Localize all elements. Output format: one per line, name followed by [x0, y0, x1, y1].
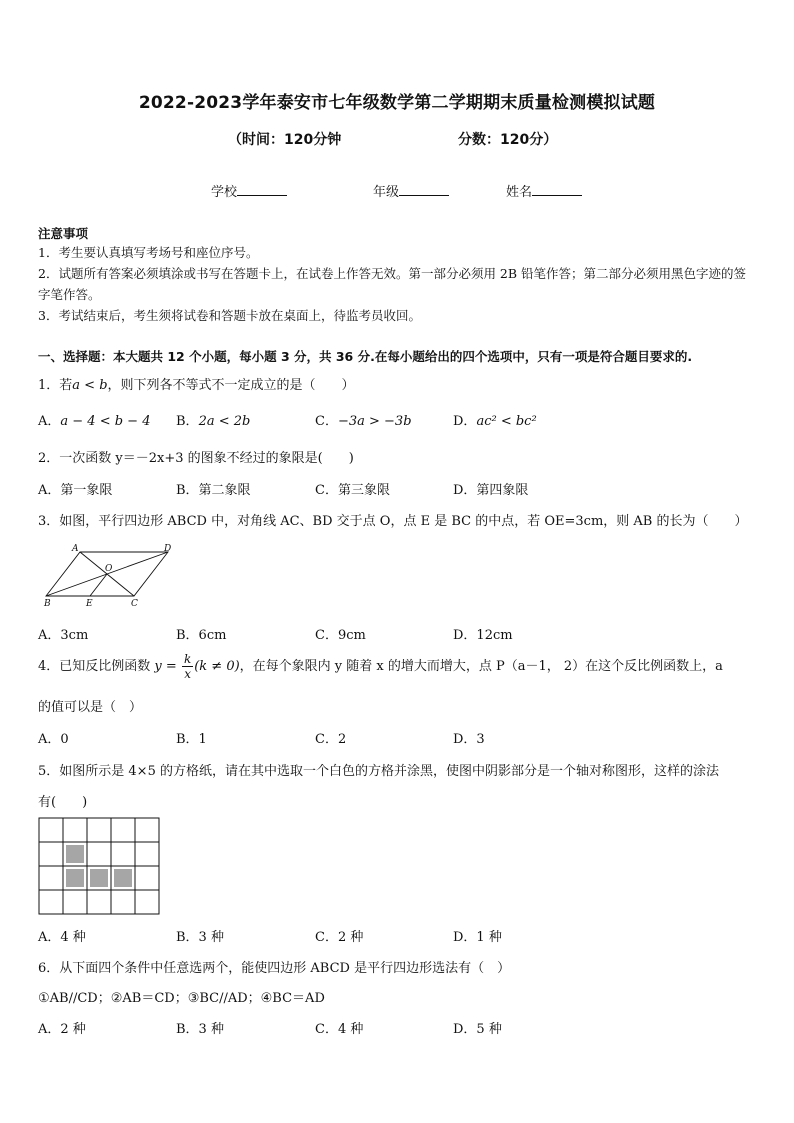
- school-label: 学校: [211, 185, 238, 200]
- notice-heading: 注意事项: [38, 226, 89, 241]
- grid-cell: [111, 842, 135, 866]
- grid-cell: [87, 890, 111, 914]
- notice-item: 3．考试结束后，考生须将试卷和答题卡放在桌面上，待监考员收回。: [38, 308, 421, 323]
- grid-cell: [39, 818, 63, 842]
- q5-option-b[interactable]: B．3 种: [176, 930, 224, 945]
- label-e: E: [86, 599, 93, 609]
- grid-cell: [87, 818, 111, 842]
- q2-option-c[interactable]: C．第三象限: [315, 483, 390, 498]
- q3-option-b[interactable]: B．6cm: [176, 628, 227, 643]
- notice-item: 2．试题所有答案必须填涂或书写在答题卡上，在试卷上作答无效。第一部分必须用 2B 铅笔作答；第二部分必须用黑色字迹的签字笔作答。: [38, 266, 747, 302]
- question-4: 4．已知反比例函数 y = $\frac{k}{x}$ (k ≠ 0)，在每个象限内 y 随着 x 的增大而增大，点 P（a－1， 2）在这个反比例函数上，a: [38, 652, 723, 681]
- question-4-line2: 的值可以是（ ）: [38, 700, 143, 715]
- q3-option-a[interactable]: A．3cm: [38, 628, 89, 643]
- question-1: 1．若a < b，则下列各不等式不一定成立的是（ ）: [38, 378, 355, 393]
- q1-option-d[interactable]: D．ac² < bc²: [453, 414, 537, 429]
- grid-cell: [63, 890, 87, 914]
- grid-cell: [135, 818, 159, 842]
- grid-cell: [111, 818, 135, 842]
- grid-cell: [63, 818, 87, 842]
- grid-cell: [39, 842, 63, 866]
- grid-cell-shaded: [90, 869, 108, 887]
- name-field: [506, 181, 582, 200]
- question-6-conditions: ①AB//CD；②AB＝CD；③BC//AD；④BC＝AD: [38, 991, 325, 1006]
- grid-figure: [38, 817, 160, 915]
- q4-option-b[interactable]: B．1: [176, 732, 207, 747]
- label-d: D: [164, 544, 172, 554]
- grid-cell-shaded: [66, 869, 84, 887]
- q3-option-c[interactable]: C．9cm: [315, 628, 366, 643]
- q4-option-c[interactable]: C．2: [315, 732, 347, 747]
- q2-option-d[interactable]: D．第四象限: [453, 483, 529, 498]
- q6-option-a[interactable]: A．2 种: [38, 1022, 86, 1037]
- parallelogram-figure: [36, 540, 186, 612]
- section-heading: 一、选择题：本大题共 12 个小题，每小题 3 分，共 36 分.在每小题给出的四个选项中，只有一项是符合题目要求的.: [38, 349, 693, 364]
- question-3: 3．如图，平行四边形 ABCD 中，对角线 AC、BD 交于点 O，点 E 是 BC 的中点，若 OE=3cm，则 AB 的长为（ ）: [38, 514, 748, 529]
- exam-time: （时间：120分钟: [228, 132, 342, 148]
- grid-cell-shaded: [66, 845, 84, 863]
- grid-cell: [135, 842, 159, 866]
- label-a: A: [72, 544, 79, 554]
- label-b: B: [44, 599, 51, 609]
- q1-option-b[interactable]: B．2a < 2b: [176, 414, 251, 429]
- q1-option-a[interactable]: A．a − 4 < b − 4: [38, 414, 151, 429]
- q5-option-a[interactable]: A．4 种: [38, 930, 86, 945]
- q5-option-d[interactable]: D．1 种: [453, 930, 502, 945]
- grid-cell: [135, 890, 159, 914]
- grid-cell: [87, 842, 111, 866]
- question-6: 6．从下面四个条件中任意选两个，能使四边形 ABCD 是平行四边形选法有（ ）: [38, 961, 511, 976]
- q4-option-a[interactable]: A．0: [38, 732, 69, 747]
- label-c: C: [131, 599, 138, 609]
- question-5: 5．如图所示是 4×5 的方格纸，请在其中选取一个白色的方格并涂黑，使图中阴影部分是一个轴对称图形，这样的涂法: [38, 764, 719, 779]
- q5-option-c[interactable]: C．2 种: [315, 930, 364, 945]
- exam-score: 分数：120分）: [458, 132, 558, 148]
- q6-option-b[interactable]: B．3 种: [176, 1022, 224, 1037]
- grid-cell: [39, 866, 63, 890]
- grid-cell-shaded: [114, 869, 132, 887]
- fraction-k-over-x: $\frac{k}{x}$: [183, 652, 192, 681]
- grade-label: 年级: [373, 185, 400, 200]
- label-o: O: [105, 564, 113, 574]
- q1-option-c[interactable]: C．−3a > −3b: [315, 414, 412, 429]
- page-title: 2022-2023学年泰安市七年级数学第二学期期末质量检测模拟试题: [138, 93, 656, 113]
- school-field: [211, 181, 287, 200]
- question-5-line2: 有( ): [38, 795, 88, 810]
- q2-option-b[interactable]: B．第二象限: [176, 483, 251, 498]
- q4-option-d[interactable]: D．3: [453, 732, 485, 747]
- grid-cell: [111, 890, 135, 914]
- grid-cell: [39, 890, 63, 914]
- q3-option-d[interactable]: D．12cm: [453, 628, 513, 643]
- q6-option-c[interactable]: C．4 种: [315, 1022, 364, 1037]
- question-2: 2．一次函数 y＝－2x+3 的图象不经过的象限是( ): [38, 451, 354, 466]
- grid-cell: [135, 866, 159, 890]
- name-label: 姓名: [506, 185, 533, 200]
- notice-item: 1．考生要认真填写考场号和座位序号。: [38, 245, 259, 260]
- q6-option-d[interactable]: D．5 种: [453, 1022, 502, 1037]
- grade-field: [373, 181, 449, 200]
- q2-option-a[interactable]: A．第一象限: [38, 483, 113, 498]
